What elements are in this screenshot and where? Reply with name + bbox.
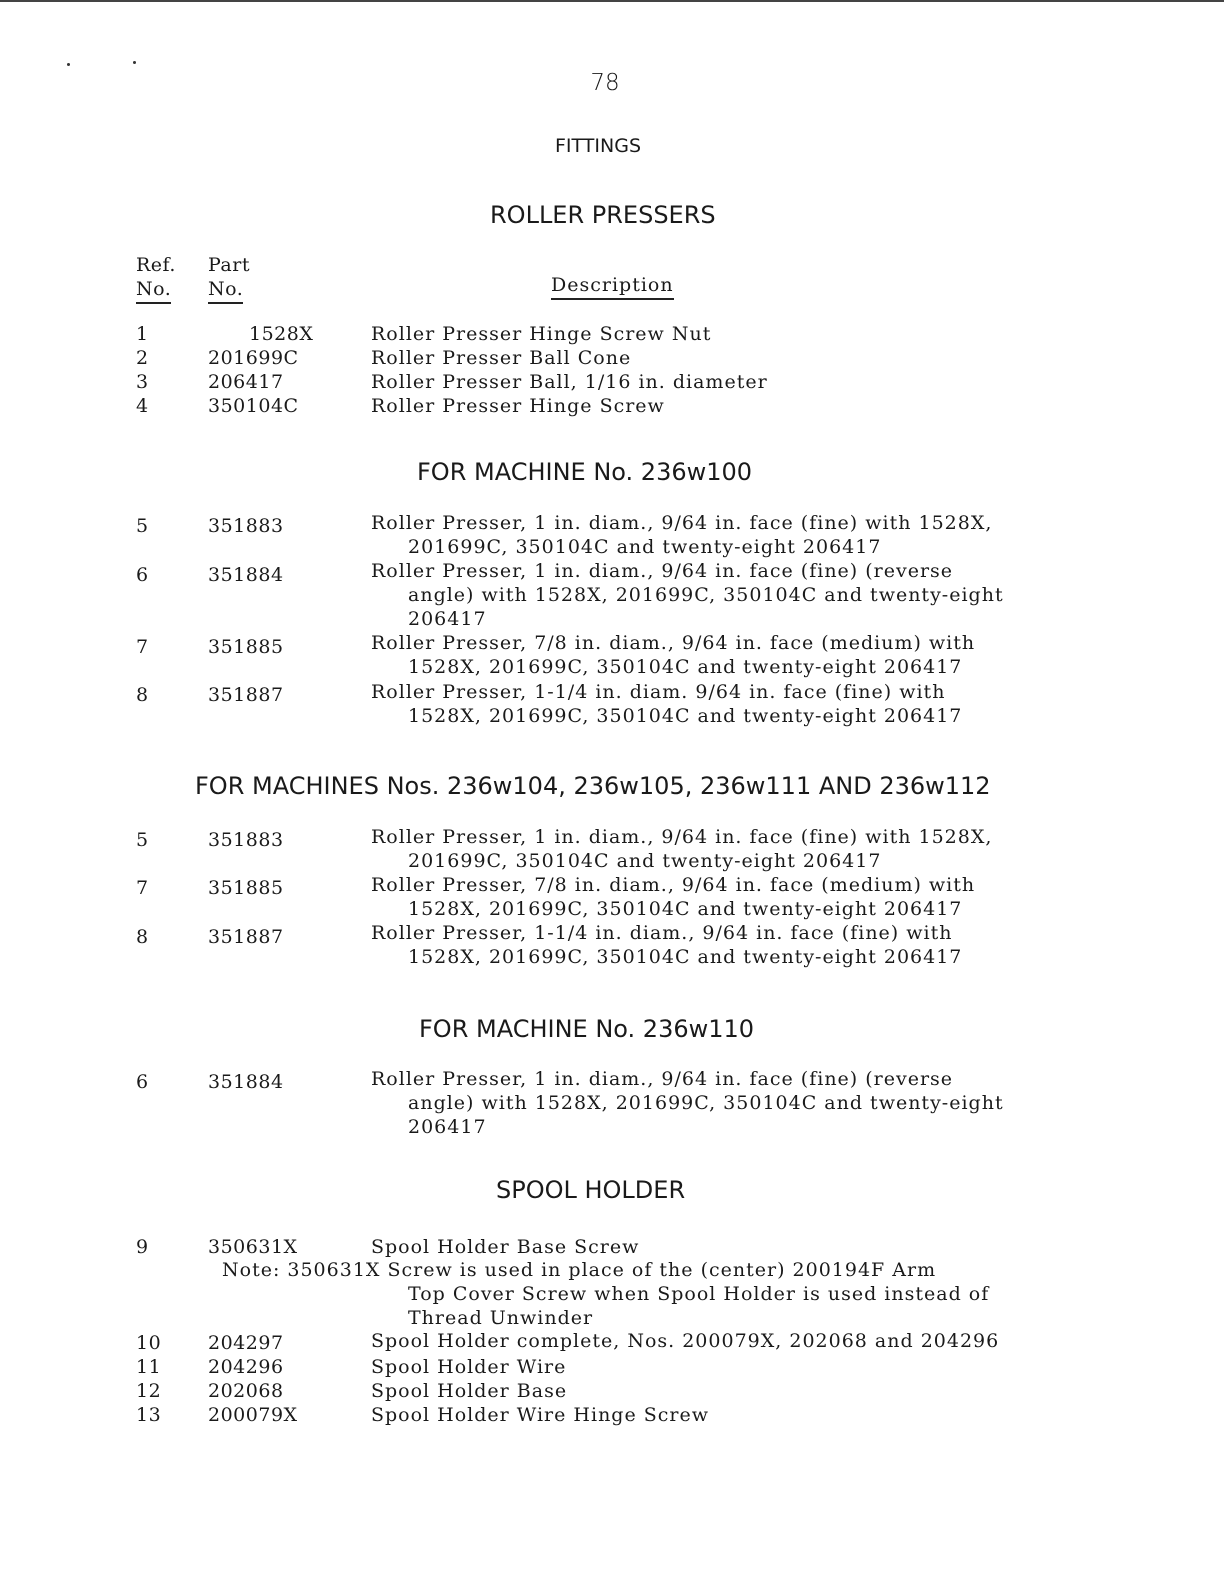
- description-line: 201699C, 350104C and twenty-eight 206417: [408, 850, 882, 872]
- description-line: Roller Presser, 1 in. diam., 9/64 in. face (fine) with 1528X,: [371, 512, 993, 534]
- description-line: 1528X, 201699C, 350104C and twenty-eight 206417: [408, 705, 963, 727]
- table-row-description: [371, 1067, 1111, 1139]
- table-row-description: Spool Holder Wire: [371, 1356, 567, 1378]
- description-line: Roller Presser, 1 in. diam., 9/64 in. face (fine) with 1528X,: [371, 826, 993, 848]
- description-header: [551, 273, 1224, 300]
- table-row-ref: 12: [136, 1380, 162, 1402]
- table-row-description: [371, 873, 1111, 921]
- description-line: Roller Presser, 7/8 in. diam., 9/64 in. face (medium) with: [371, 874, 976, 896]
- table-row-part: 351883: [208, 515, 284, 537]
- table-row-description: Spool Holder Base: [371, 1380, 568, 1402]
- description-line: Roller Presser, 1-1/4 in. diam., 9/64 in. face (fine) with: [371, 922, 953, 944]
- table-row-ref: 10: [136, 1332, 162, 1354]
- note-line: Top Cover Screw when Spool Holder is used instead of: [408, 1283, 990, 1305]
- table-row-part: 204296: [208, 1356, 284, 1378]
- part-no-header: No.: [208, 277, 243, 304]
- section-title: FITTINGS: [555, 135, 642, 157]
- table-row-part: 351885: [208, 636, 284, 658]
- machine-236w100-heading: FOR MACHINE No. 236w100: [417, 458, 753, 486]
- table-row-description: Roller Presser Ball Cone: [371, 347, 632, 369]
- table-row-part: 351885: [208, 877, 284, 899]
- note-line: Note: 350631X Screw is used in place of the (center) 200194F Arm: [222, 1259, 937, 1281]
- table-row-ref: 3: [136, 371, 149, 393]
- description-line: 206417: [408, 1116, 487, 1138]
- description-line: Roller Presser, 7/8 in. diam., 9/64 in. face (medium) with: [371, 632, 976, 654]
- table-row-part: 201699C: [208, 347, 299, 369]
- description-line: 1528X, 201699C, 350104C and twenty-eight 206417: [408, 898, 963, 920]
- scan-mark: [67, 63, 70, 66]
- table-row-part: 350631X: [208, 1236, 298, 1258]
- scan-mark: [133, 61, 136, 64]
- table-row-description: Spool Holder Wire Hinge Screw: [371, 1404, 710, 1426]
- table-row-description: [371, 559, 1111, 631]
- table-row-part: 204297: [208, 1332, 284, 1354]
- description-header-label: Description: [551, 273, 674, 300]
- table-row-ref: 5: [136, 829, 149, 851]
- description-line: 1528X, 201699C, 350104C and twenty-eight 206417: [408, 946, 963, 968]
- table-row-part: 351884: [208, 564, 284, 586]
- part-header: [208, 253, 250, 304]
- top-edge-rule: [0, 0, 1224, 2]
- table-row-ref: 8: [136, 684, 149, 706]
- machine-236w110-heading: FOR MACHINE No. 236w110: [419, 1015, 755, 1043]
- table-row-ref: 8: [136, 926, 149, 948]
- table-row-ref: 7: [136, 877, 149, 899]
- table-row-ref: 5: [136, 515, 149, 537]
- part-header-label: Part: [208, 254, 250, 276]
- table-row-description: Roller Presser Hinge Screw Nut: [371, 323, 712, 345]
- table-row-part: 206417: [208, 371, 284, 393]
- table-row-part: 350104C: [208, 395, 299, 417]
- spool-holder-note: [222, 1258, 1102, 1330]
- table-row-ref: 6: [136, 564, 149, 586]
- table-row-part: 1528X: [249, 323, 314, 345]
- table-row-ref: 7: [136, 636, 149, 658]
- ref-header-label: Ref.: [136, 254, 176, 276]
- table-row-part: 351884: [208, 1071, 284, 1093]
- table-row-ref: 2: [136, 347, 149, 369]
- ref-header: [136, 253, 176, 304]
- roller-pressers-heading: ROLLER PRESSERS: [490, 201, 716, 229]
- table-row-part: 351883: [208, 829, 284, 851]
- spool-holder-heading: SPOOL HOLDER: [496, 1176, 686, 1204]
- table-row-description: [371, 511, 1111, 559]
- table-row-description: [371, 825, 1111, 873]
- description-line: 1528X, 201699C, 350104C and twenty-eight 206417: [408, 656, 963, 678]
- description-line: angle) with 1528X, 201699C, 350104C and twenty-eight: [408, 1092, 1004, 1114]
- page-number: 78: [590, 70, 620, 96]
- table-row-part: 351887: [208, 926, 284, 948]
- description-line: Roller Presser, 1-1/4 in. diam. 9/64 in. face (fine) with: [371, 681, 946, 703]
- table-row-description: Spool Holder Base Screw: [371, 1236, 640, 1258]
- table-row-part: 351887: [208, 684, 284, 706]
- table-row-ref: 11: [136, 1356, 162, 1378]
- ref-no-header: No.: [136, 277, 171, 304]
- table-row-ref: 6: [136, 1071, 149, 1093]
- description-line: 201699C, 350104C and twenty-eight 206417: [408, 536, 882, 558]
- description-line: Roller Presser, 1 in. diam., 9/64 in. face (fine) (reverse: [371, 560, 954, 582]
- table-row-description: [371, 631, 1111, 679]
- table-row-ref: 13: [136, 1404, 162, 1426]
- table-row-description: Spool Holder complete, Nos. 200079X, 202068 and 204296: [371, 1330, 1000, 1352]
- table-row-description: Roller Presser Ball, 1/16 in. diameter: [371, 371, 768, 393]
- description-line: Roller Presser, 1 in. diam., 9/64 in. face (fine) (reverse: [371, 1068, 954, 1090]
- table-row-description: [371, 680, 1111, 728]
- table-row-ref: 9: [136, 1236, 149, 1258]
- table-row-description: [371, 921, 1111, 969]
- note-line: Thread Unwinder: [408, 1307, 594, 1329]
- table-row-part: 200079X: [208, 1404, 298, 1426]
- description-line: angle) with 1528X, 201699C, 350104C and twenty-eight: [408, 584, 1004, 606]
- description-line: 206417: [408, 608, 487, 630]
- table-row-description: Roller Presser Hinge Screw: [371, 395, 665, 417]
- table-row-ref: 4: [136, 395, 149, 417]
- table-row-ref: 1: [136, 323, 149, 345]
- machines-236w104-heading: FOR MACHINES Nos. 236w104, 236w105, 236w111 AND 236w112: [195, 772, 991, 800]
- table-row-part: 202068: [208, 1380, 284, 1402]
